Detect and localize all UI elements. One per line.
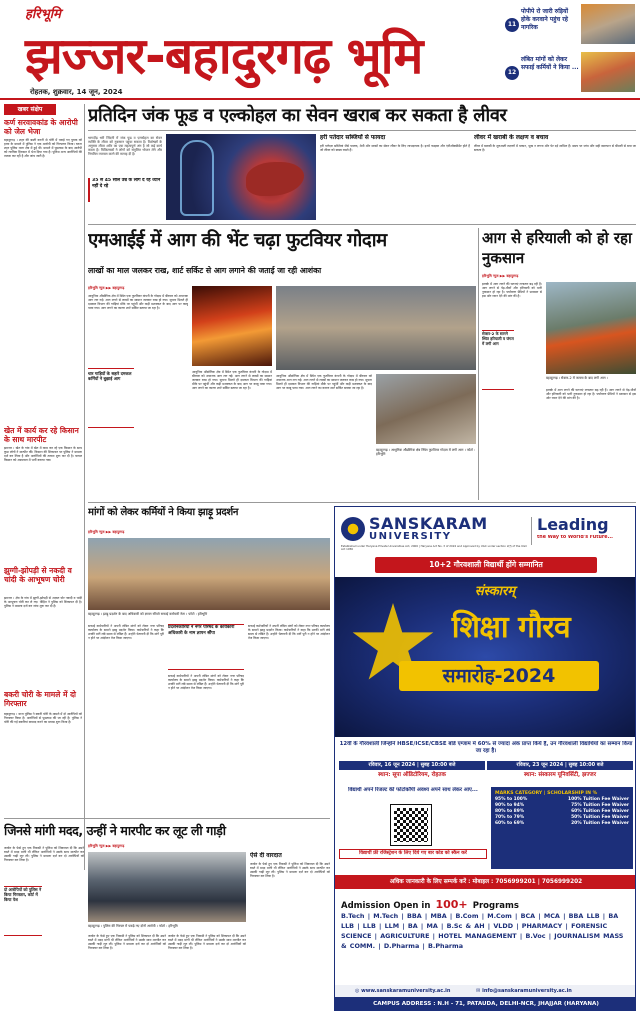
robbery-headline: जिनसे मांगी मदद, उन्हीं ने मारपीट कर लूट ली गाड़ी <box>4 823 226 838</box>
ad-website[interactable]: www.sanskaramuniversity.ac.in <box>361 988 451 994</box>
robbery-photo <box>88 852 246 922</box>
green-story[interactable] <box>482 228 636 500</box>
ad-date-1-when: रविवार, 16 जून 2024 | सुबह 10:00 बजे <box>339 761 485 770</box>
brief-4-body: बहादुरगढ़ । थाना पुलिस ने बकरी चोरी के मामले में दो आरोपियों को गिरफ्तार किया है। आरोपियों से पूछताछ की जा रही है। पुलिस ने चोरी की गई बकरियां बरामद करने का प्रयास शुरू किया है। <box>4 712 82 725</box>
ad-event-main: शिक्षा गौरव <box>451 610 571 645</box>
brief-4-title: बकरी चोरी के मामले में दो गिरफ्तार <box>4 690 76 708</box>
ad-logo-icon <box>341 517 365 541</box>
protest-body-col3: सफाई कर्मचारियों ने अपनी लंबित मांगों को लेकर नगर परिषद कार्यालय के सामने झाड़ू प्रदर्शन किया। कर्मचारियों ने कहा कि उनकी मांगें लंबे समय से लंबित हैं। उन्होंने चेतावनी दी कि मांगें पूरी न होने पर आंदोलन तेज किया जाएगा। <box>248 624 330 641</box>
brief-3-body: झज्जर । क्षेत्र के गांव में झुग्गी-झोपड़ी से अज्ञात चोर नकदी व चांदी के आभूषण चोरी कर ले गए। पीड़ित ने पुलिस को शिकायत दी है। पुलिस ने मामला दर्ज कर जांच शुरू कर दी है। <box>4 596 82 609</box>
ad-date-2 <box>487 761 633 783</box>
sidebar-divider <box>84 104 85 870</box>
fire-caption: बहादुरगढ़ । आधुनिक औद्योगिक क्षेत्र स्थित फुटवियर गोदाम में लगी आग । फोटो : हरिभूमि <box>376 448 476 456</box>
green-body-col1: इलाके में आग लगने की घटनाएं लगातार बढ़ रही हैं। आग लगने से पेड़-पौधों और हरियाली को भारी नुकसान हो रहा है। पर्यावरण प्रेमियों ने प्रशासन से इस ओर ध्यान देने की मांग की है। <box>482 282 542 299</box>
brief-3-title: झुग्गी-झोपड़ी से नकदी व चांदी के आभूषण चोरी <box>4 566 72 584</box>
scholar-value: 50% Tuition Fee Waiver <box>571 815 629 820</box>
ad-web-row <box>335 985 636 997</box>
fire-body: आधुनिक औद्योगिक क्षेत्र में स्थित एक फुटवियर कंपनी के गोदाम में बीरवार को अचानक आग लग गई। आग लगने से लाखों का सामान जलकर राख हो गया। सूचना मिलते ही दमकल विभाग की गाड़ियां मौके पर पहुंचीं और कड़ी मशक्कत के बाद आग पर काबू पाया गया। आग लगने का कारण शार्ट सर्किट बताया जा रहा है। <box>88 294 188 311</box>
ad-estab: Established under Haryana Private Universities Act, 2006 | Haryana Act No. 3 of 2024 and Approved by UGC under section 2(f) of the UGC Act 1956 <box>341 544 528 552</box>
lead-col2 <box>320 134 470 220</box>
ad-brand-2: UNIVERSITY <box>369 531 452 542</box>
fire-headline: एमआईई में आग की भेंट चढ़ा फुटवियर गोदाम <box>88 230 387 251</box>
ad-scholarship-table <box>491 787 633 869</box>
fire-pull-quote <box>88 368 134 428</box>
scholar-range: 80% to 89% <box>495 809 525 814</box>
liver-illustration <box>166 134 316 220</box>
green-pull-quote <box>482 330 514 390</box>
edition-title: झज्जर-बहादुरगढ़ भूमि <box>25 27 423 85</box>
sidebar-badge: खबर संक्षेप <box>4 104 56 115</box>
green-headline: आग से हरियाली को हो रहा नुकसान <box>482 229 632 267</box>
lead-bottom-rule <box>88 224 636 225</box>
ad-date-2-when: रविवार, 23 जून 2024 | सुबह 10:00 बजे <box>487 761 633 770</box>
brief-1-body: बहादुरगढ़ । शहर की बस्ती करनी से चोरी में पकड़े गए युवक को हत्या के मामले में पुलिस ने एक आरोपी को गिरफ्तार किया। घटना शहर पुलिस थाना क्षेत्र में हुई थी। मामले में पूछताछ के बाद आरोपी को न्यायिक हिरासत में भेज दिया गया है। पुलिस अन्य आरोपियों की तलाश कर रही है और जांच जारी है। <box>4 138 82 159</box>
qr-code-icon[interactable] <box>391 805 431 845</box>
ad-scholar-head: MARKS CATEGORY | SCHOLARSHIP IN % <box>495 791 598 796</box>
teaser-1-photo <box>581 4 635 44</box>
ad-date-1 <box>339 761 485 783</box>
lead-col3 <box>474 134 636 220</box>
fire-photo-crowd <box>376 374 476 444</box>
robbery-body-col1: जरबेन के फेसे हुए एक निवासी ने पुलिस को शिकायत दी कि उसने रास्ते में मदद मांगी थी लेकिन आरोपियों ने उसके साथ मारपीट कर उसकी गाड़ी लूट ली। पुलिस ने मामला दर्ज कर दो आरोपियों को गिरफ्तार कर लिया है। <box>4 846 84 863</box>
ad-email[interactable]: info@sanskaramuniversity.ac.in <box>482 988 572 994</box>
ad-tagline-small: the Way to World's Future... <box>537 535 613 540</box>
robbery-side-head: ऐसे दी वारदात <box>250 852 282 859</box>
ad-event-pre: संस्कारम् <box>474 584 516 599</box>
scholar-value: 20% Tuition Fee Waiver <box>571 821 629 826</box>
ad-tagline-big: Leading <box>537 515 609 534</box>
scholar-range: 95% to 100% <box>495 797 528 802</box>
ad-event-year: समारोह-2024 <box>442 665 556 687</box>
teaser-1[interactable] <box>505 4 635 48</box>
scholar-range: 60% to 69% <box>495 821 525 826</box>
ad-banner: 10+2 गौरवशाली विद्यार्थी होंगे सम्मानित <box>375 557 597 573</box>
teaser-2-number: 12 <box>505 66 519 80</box>
brief-2-title: खेत में कार्य कर रहे किसान के साथ मारपीट <box>4 426 79 444</box>
protest-story[interactable] <box>88 506 330 816</box>
ad-header-divider <box>531 517 532 545</box>
ad-admission-pre: Admission Open in <box>341 901 431 911</box>
masthead-rule <box>0 98 640 100</box>
scholar-value: 100% Tuition Fee Waiver <box>568 797 629 802</box>
robbery-caption: बहादुरगढ़ । पुलिस की गिरफ्त में पकड़े गए दोनों आरोपी । फोटो : हरिभूमि <box>88 924 178 928</box>
lead-headline: प्रतिदिन जंक फूड व एल्कोहल का सेवन खराब कर सकता है लीवर <box>88 105 507 126</box>
masthead <box>0 0 640 100</box>
lead-pull-quote <box>88 178 162 202</box>
scholar-value: 75% Tuition Fee Waiver <box>571 803 629 808</box>
ad-criteria: 12वीं के गौरवशाली जिन्होंने HBSE/ICSE/CBSE बोर्ड एग्जाम में 60% से ज्यादा अंक प्राप्त किये हैं, उन गौरवशाली विद्यार्थियों का सम्मान किया जा रहा है। <box>339 741 633 755</box>
lead-col2-head: हरी पतेदार सब्जियों से फायदा <box>320 134 386 141</box>
fire-body-col3: आधुनिक औद्योगिक क्षेत्र में स्थित एक फुटवियर कंपनी के गोदाम में बीरवार को अचानक आग लग गई। आग लगने से लाखों का सामान जलकर राख हो गया। सूचना मिलते ही दमकल विभाग की गाड़ियां मौके पर पहुंचीं और कड़ी मशक्कत के बाद आग पर काबू पाया गया। आग लगने का कारण शार्ट सर्किट बताया जा रहा है। <box>276 374 372 391</box>
lead-col2-body: हरी पत्तेदार सब्जियां जैसे पालक, मेथी और सरसों का सेवन लीवर के लिए लाभदायक है। इनमें फाइबर और एंटीऑक्सीडेंट होते हैं जो लीवर को स्वस्थ रखते हैं। <box>320 144 470 153</box>
globe-icon: ◎ <box>355 988 362 994</box>
teaser-2[interactable] <box>505 52 635 96</box>
robbery-side-body: जरबेन के फेसे हुए एक निवासी ने पुलिस को शिकायत दी कि उसने रास्ते में मदद मांगी थी लेकिन आरोपियों ने उसके साथ मारपीट कर उसकी गाड़ी लूट ली। पुलिस ने मामला दर्ज कर दो आरोपियों को गिरफ्तार कर लिया है। <box>250 862 330 879</box>
protest-photo <box>88 538 330 610</box>
robbery-pull-quote-text: दो आरोपियों को पुलिस ने किया गिरफ्तार, कोर्ट में किया पेश <box>4 887 42 903</box>
ad-admission-post: Programs <box>472 901 519 911</box>
brand-logo: हरिभूमि <box>25 7 61 22</box>
liver-organ-icon <box>246 162 304 196</box>
mail-icon: ✉ <box>476 988 483 994</box>
teaser-1-text: पोपीपे रो जारी रुड़ियों होके करवाने पहुंच रहे नागरिक <box>521 8 569 31</box>
fire-story[interactable] <box>88 228 476 498</box>
ad-campus: CAMPUS ADDRESS : N.H - 71, PATAUDA, DELHI-NCR, JHAJJAR (HARYANA) <box>335 997 636 1011</box>
ad-admission <box>341 893 631 911</box>
lead-story[interactable] <box>88 104 636 222</box>
lead-col3-head: लीवर में खराबी के लक्षण व बचाव <box>474 134 549 141</box>
ad-contact[interactable]: अधिक जानकारी के लिए सम्पर्क करें : मोबाइल : 7056999201 | 7056999202 <box>335 875 636 889</box>
protest-body-col1: सफाई कर्मचारियों ने अपनी लंबित मांगों को लेकर नगर परिषद कार्यालय के सामने झाड़ू प्रदर्शन किया। कर्मचारियों ने कहा कि उनकी मांगें लंबे समय से लंबित हैं। उन्होंने चेतावनी दी कि मांगें पूरी न होने पर आंदोलन तेज किया जाएगा। <box>88 624 164 641</box>
protest-body-col2: सफाई कर्मचारियों ने अपनी लंबित मांगों को लेकर नगर परिषद कार्यालय के सामने झाड़ू प्रदर्शन किया। कर्मचारियों ने कहा कि उनकी मांगें लंबे समय से लंबित हैं। उन्होंने चेतावनी दी कि मांगें पूरी न होने पर आंदोलन तेज किया जाएगा। <box>168 674 244 691</box>
ad-date-2-where: स्थान: संस्कारम यूनिवर्सिटी, झज्जर <box>523 772 596 778</box>
dateline: रोहतक, शुक्रवार, 14 जून, 2024 <box>30 88 123 96</box>
fire-body-col2: आधुनिक औद्योगिक क्षेत्र में स्थित एक फुटवियर कंपनी के गोदाम में बीरवार को अचानक आग लग गई। आग लगने से लाखों का सामान जलकर राख हो गया। सूचना मिलते ही दमकल विभाग की गाड़ियां मौके पर पहुंचीं और कड़ी मशक्कत के बाद आग पर काबू पाया गया। आग लगने का कारण शार्ट सर्किट बताया जा रहा है। <box>192 370 272 391</box>
fire-photo-firefighters <box>276 286 476 370</box>
robbery-pull-quote <box>4 886 42 936</box>
protest-pull-quote <box>168 624 244 670</box>
brief-2-body: झज्जर । खेत के गांव में खेत में काम कर रहे एक किसान के साथ कुछ लोगों ने मारपीट की। किसान की शिकायत पर पुलिस ने मामला दर्ज कर लिया है और आरोपियों की तलाश शुरू कर दी है। घायल किसान को अस्पताल में भर्ती कराया गया। <box>4 446 82 463</box>
protest-pull-quote-text: प्रदर्शनकारियों ने नगर परिषद के कार्यकारी अधिकारी के नाम ज्ञापन सौंपा <box>168 625 235 636</box>
ad-register-note: विद्यार्थी फ्री रजिस्ट्रेशन के लिए दिये गए बार कोड को स्कैन करें <box>339 849 487 859</box>
fire-photo-warehouse <box>192 286 272 366</box>
green-byline: हरिभूमि न्यूज ▶▶ बहादुरगढ़ <box>482 274 519 278</box>
scholar-value: 60% Tuition Fee Waiver <box>571 809 629 814</box>
green-pull-quote-text: सेक्टर-2 के सामने स्थित हरियाली व जंगल में लगी आग <box>482 331 514 346</box>
body-outline-icon <box>180 140 214 216</box>
robbery-story[interactable] <box>4 822 330 1012</box>
ad-programs: B.Tech | M.Tech | BBA | MBA | B.Com | M.Com | BCA | MCA | BBA LLB | BA LLB | LLB | LLM | BA | MA | B.Sc & AH | VLDD | PHARMACY | FORENSIC SCIENCE | AGRICULTURE | HOTEL MANAGEMENT | B.Voc | JOURNALISM MASS & COMM. | D.Pharma | B.Pharma <box>341 912 624 950</box>
teaser-2-photo <box>581 52 635 92</box>
scholar-row <box>495 821 629 827</box>
ad-admission-big: 100+ <box>435 898 468 911</box>
ad-brand: SANSKARAM <box>369 515 488 533</box>
robbery-body-col2: जरबेन के फेसे हुए एक निवासी ने पुलिस को शिकायत दी कि उसने रास्ते में मदद मांगी थी लेकिन आरोपियों ने उसके साथ मारपीट कर उसकी गाड़ी लूट ली। पुलिस ने मामला दर्ज कर दो आरोपियों को गिरफ्तार कर लिया है। <box>88 934 166 951</box>
lead-col3-body: लीवर में खराबी के शुरुआती लक्षणों में थकान, भूख न लगना और पेट दर्द शामिल हैं। समय पर जांच और सही खानपान से बीमारी से बचा जा सकता है। <box>474 144 636 153</box>
protest-byline: हरिभूमि न्यूज ▶▶ बहादुरगढ़ <box>88 530 125 534</box>
scholar-range: 90% to 94% <box>495 803 525 808</box>
fire-pull-quote-text: चार गाड़ियों के सहारे दमकल कर्मियों ने बुझाई आग <box>88 371 132 382</box>
robbery-byline: हरिभूमि न्यूज ▶▶ बहादुरगढ़ <box>88 844 125 848</box>
green-divider <box>478 228 479 500</box>
green-caption: बहादुरगढ़ । सेक्टर-2 में जलता के बाद लगी आग । <box>546 376 608 380</box>
sidebar <box>4 104 82 684</box>
teaser-1-number: 11 <box>505 18 519 32</box>
robbery-rule <box>4 818 330 819</box>
brief-1-title: कर्ण सरवावकांड के आरोपी को जेल भेजा <box>4 118 78 136</box>
ad-date-1-where: स्थान: सूपा ऑडिटोरियम, रोहतक <box>378 772 446 778</box>
lead-pull-quote-text: 35 से 45 साल उम्र के लोग दे रहे ध्यान नहीं दे रहे <box>92 178 161 189</box>
fire-byline: हरिभूमि न्यूज ▶▶ बहादुरगढ़ <box>88 286 125 290</box>
teaser-2-text: लंबित मांगों को लेकर सफाई कर्मियों ने किया ... <box>521 56 579 71</box>
green-photo-fire <box>546 282 636 374</box>
protest-headline: मांगों को लेकर कर्मियों ने किया झाड़ू प्रदर्शन <box>88 507 239 518</box>
fire-subhead: लाखों का माल जलकर राख, शार्ट सर्किट से आग लगाने की जताई जा रही आशंका <box>88 266 322 275</box>
ad-event-panel <box>335 577 636 737</box>
lead-rule <box>88 130 636 131</box>
mid-rule <box>88 502 636 503</box>
lead-body-col1: भागदौड़ भरी जिंदगी में जंक फूड व एल्कोहल का सेवन व्यक्ति के लीवर को नुकसान पहुंचा सकता है। विशेषज्ञों के अनुसार लीवर शरीर का एक महत्वपूर्ण अंग है जो कई कार्य करता है। चिकित्सकों ने लोगों को संतुलित भोजन लेने और नियमित व्यायाम करने की सलाह दी है। <box>88 136 162 157</box>
university-ad[interactable] <box>334 506 636 1011</box>
ad-qr-note: विद्यार्थी अपने रिजल्ट की फोटोकॉपी अवश्य अपने साथ लेकर आए... <box>348 787 478 793</box>
protest-caption: बहादुरगढ़ । झाड़ू प्रदर्शन के बाद अधिकारी को ज्ञापन सौंपते सफाई कर्मचारी नेता । फोटो : हरिभूमि <box>88 612 208 616</box>
green-body-col2: इलाके में आग लगने की घटनाएं लगातार बढ़ रही हैं। आग लगने से पेड़-पौधों और हरियाली को भारी नुकसान हो रहा है। पर्यावरण प्रेमियों ने प्रशासन से इस ओर ध्यान देने की मांग की है। <box>546 388 636 401</box>
robbery-body-col3: जरबेन के फेसे हुए एक निवासी ने पुलिस को शिकायत दी कि उसने रास्ते में मदद मांगी थी लेकिन आरोपियों ने उसके साथ मारपीट कर उसकी गाड़ी लूट ली। पुलिस ने मामला दर्ज कर दो आरोपियों को गिरफ्तार कर लिया है। <box>168 934 246 951</box>
scholar-range: 70% to 79% <box>495 815 525 820</box>
